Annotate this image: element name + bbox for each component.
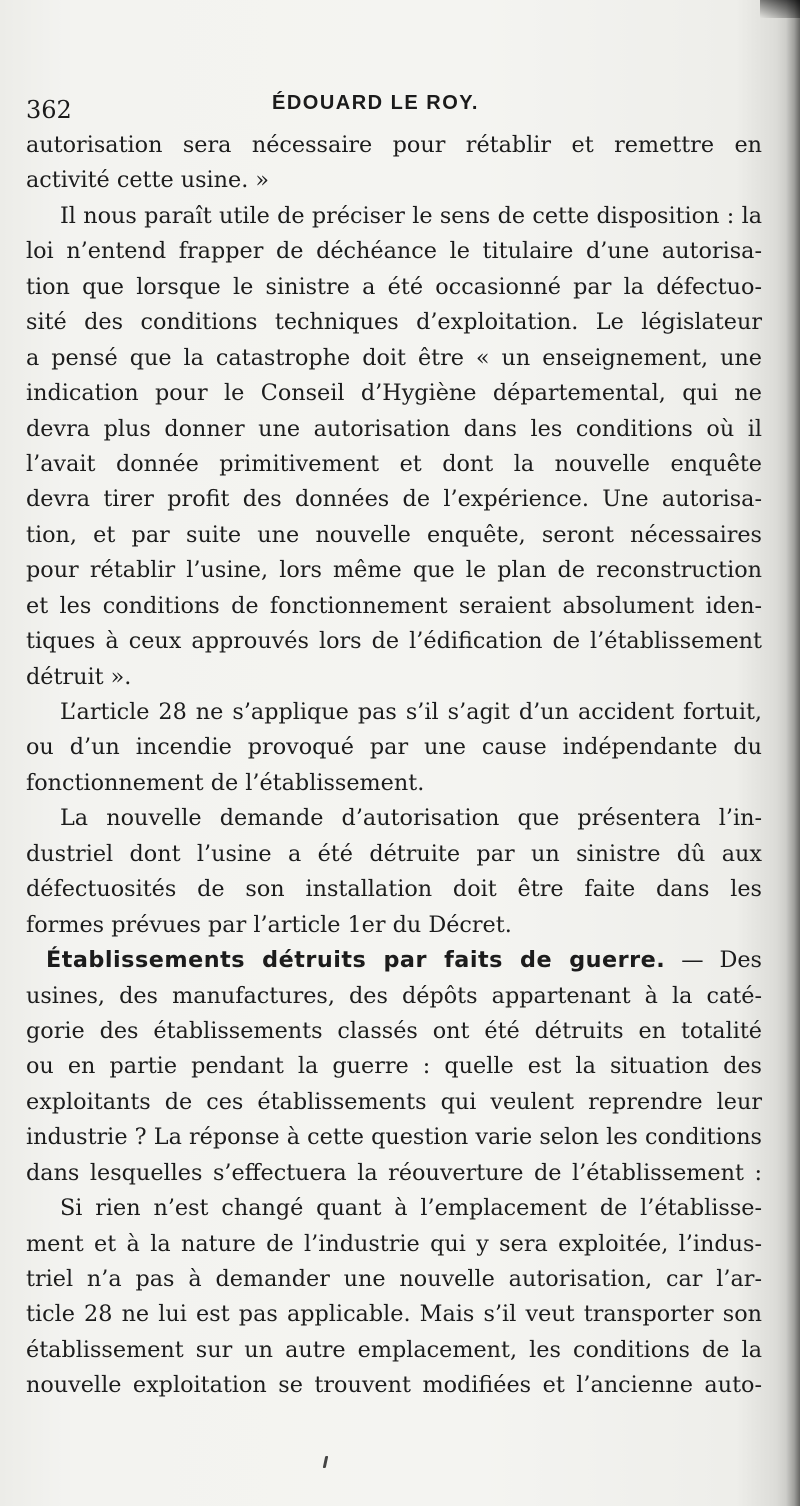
- text-line: L’article 28 ne s’applique pas s’il s’agit d’un accident fortuit,: [60, 699, 762, 725]
- text-line: devra plus donner une autorisation dans les conditions où il: [26, 415, 762, 442]
- text-line: gorie des établissements classés ont été détruits en totalité: [26, 1017, 762, 1044]
- text-line: fonctionnement de l’établissement.: [26, 769, 425, 796]
- section-heading: Établissements détruits par faits de guerre.: [46, 947, 666, 974]
- text-line: ou d’un incendie provoqué par une cause indépendante du: [26, 734, 762, 761]
- text-line: ment et à la nature de l’industrie qui y sera exploitée, l’indus-: [26, 1230, 762, 1257]
- body-text: [26, 128, 762, 1404]
- text-line: établissement sur un autre emplacement, les conditions de la: [26, 1336, 762, 1363]
- text-line: devra tirer profit des données de l’expérience. Une autorisa-: [26, 486, 762, 513]
- text-line: activité cette usine. »: [26, 167, 270, 194]
- text-line: tion que lorsque le sinistre a été occasionné par la défectuo-: [26, 273, 762, 300]
- text-line: formes prévues par l’article 1er du Décret.: [26, 911, 512, 938]
- text-line: [26, 943, 762, 978]
- text-line: dustriel dont l’usine a été détruite par un sinistre dû aux: [26, 840, 762, 867]
- page-number: 362: [26, 96, 72, 124]
- page-edge-shadow: [786, 0, 800, 1506]
- text-line: Si rien n’est changé quant à l’emplacement de l’établisse-: [60, 1195, 762, 1222]
- text-line: nouvelle exploitation se trouvent modifiées et l’ancienne auto-: [26, 1372, 762, 1399]
- text-line: pour rétablir l’usine, lors même que le plan de reconstruction: [26, 557, 762, 584]
- text-line: tiques à ceux approuvés lors de l’édification de l’établissement: [26, 628, 762, 655]
- text-line: l’avait donnée primitivement et dont la nouvelle enquête: [26, 450, 762, 477]
- text-line: sité des conditions techniques d’exploitation. Le législateur: [26, 309, 762, 336]
- text-line: exploitants de ces établissements qui veulent reprendre leur: [26, 1088, 762, 1115]
- ink-mark: [323, 1456, 329, 1468]
- running-head: ÉDOUARD LE ROY.: [272, 92, 479, 114]
- text-line: loi n’entend frapper de déchéance le titulaire d’une autorisa-: [26, 238, 762, 265]
- heading-continuation: — Des: [665, 947, 762, 974]
- text-line: indication pour le Conseil d’Hygiène départemental, qui ne: [26, 380, 762, 407]
- text-line: ou en partie pendant la guerre : quelle est la situation des: [26, 1053, 762, 1080]
- text-line: a pensé que la catastrophe doit être « un enseignement, une: [26, 344, 762, 371]
- text-line: ticle 28 ne lui est pas applicable. Mais s’il veut transporter son: [26, 1301, 762, 1328]
- page-header: [0, 88, 800, 124]
- text-line: usines, des manufactures, des dépôts appartenant à la caté-: [26, 982, 762, 1009]
- text-line: triel n’a pas à demander une nouvelle autorisation, car l’ar-: [26, 1266, 762, 1292]
- text-line: industrie ? La réponse à cette question varie selon les conditions: [26, 1124, 762, 1151]
- text-line: défectuosités de son installation doit être faite dans les: [26, 876, 762, 903]
- text-line: et les conditions de fonctionnement seraient absolument iden-: [26, 592, 762, 619]
- text-line: dans lesquelles s’effectuera la réouverture de l’établissement :: [26, 1159, 762, 1186]
- text-line: tion, et par suite une nouvelle enquête, seront nécessaires: [26, 521, 762, 548]
- text-line: autorisation sera nécessaire pour rétablir et remettre en: [26, 132, 762, 158]
- text-line: La nouvelle demande d’autorisation que présentera l’in-: [60, 805, 762, 832]
- text-line: Il nous paraît utile de préciser le sens de cette disposition : la: [60, 202, 762, 229]
- text-line: détruit ».: [26, 663, 132, 690]
